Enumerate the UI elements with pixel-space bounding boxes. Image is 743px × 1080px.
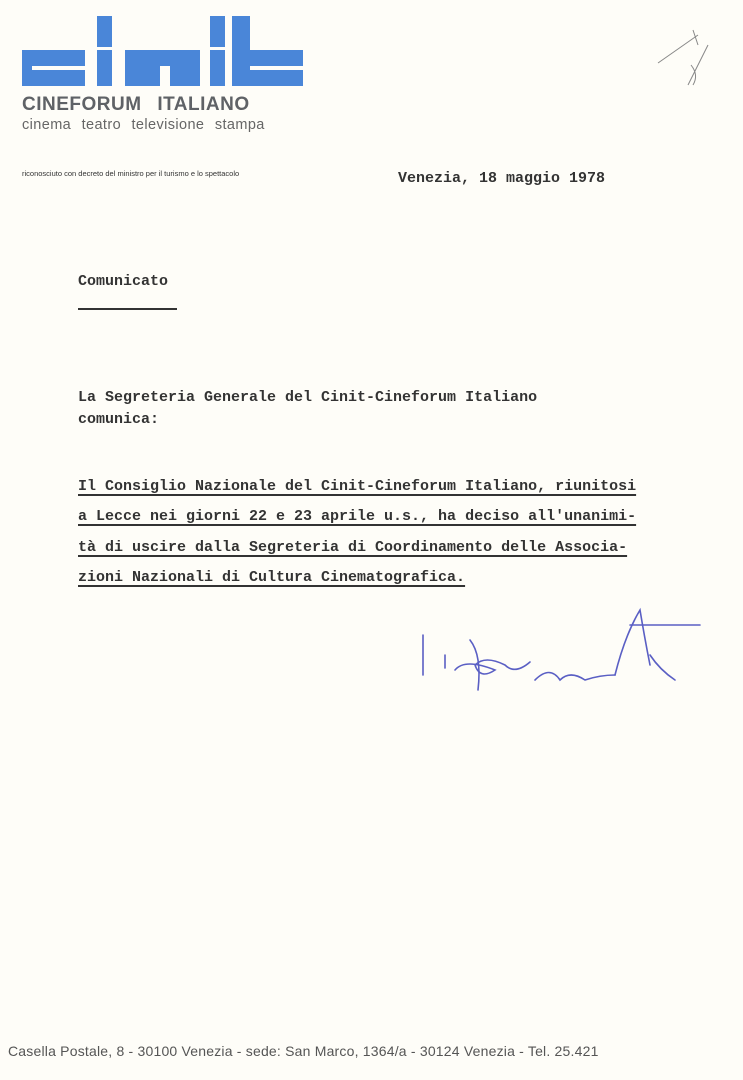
intro-line: La Segreteria Generale del Cinit-Cineforum Italiano bbox=[78, 389, 538, 406]
cinit-logo bbox=[20, 14, 305, 89]
body-line: tà di uscire dalla Segreteria di Coordinamento delle Associa- bbox=[78, 539, 628, 556]
handwritten-mark bbox=[653, 25, 723, 105]
footer-address: Casella Postale, 8 - 30100 Venezia - sede: San Marco, 1364/a - 30124 Venezia - Tel. 25.421 bbox=[8, 1043, 599, 1059]
date-line: Venezia, 18 maggio 1978 bbox=[398, 170, 606, 187]
body-line: zioni Nazionali di Cultura Cinematografica. bbox=[78, 569, 466, 586]
heading: Comunicato bbox=[78, 273, 169, 290]
signature bbox=[415, 600, 715, 700]
body-line: Il Consiglio Nazionale del Cinit-Cineforum Italiano, riunitosi bbox=[78, 478, 637, 495]
decree-note: riconosciuto con decreto del ministro per il turismo e lo spettacolo bbox=[22, 169, 240, 178]
heading-rule bbox=[78, 308, 177, 310]
body-line: a Lecce nei giorni 22 e 23 aprile u.s., ha deciso all'unanimi- bbox=[78, 508, 637, 525]
organization-name: CINEFORUM ITALIANO bbox=[22, 94, 250, 115]
intro-line: comunica: bbox=[78, 411, 160, 428]
organization-tagline: cinema teatro televisione stampa bbox=[22, 117, 265, 133]
